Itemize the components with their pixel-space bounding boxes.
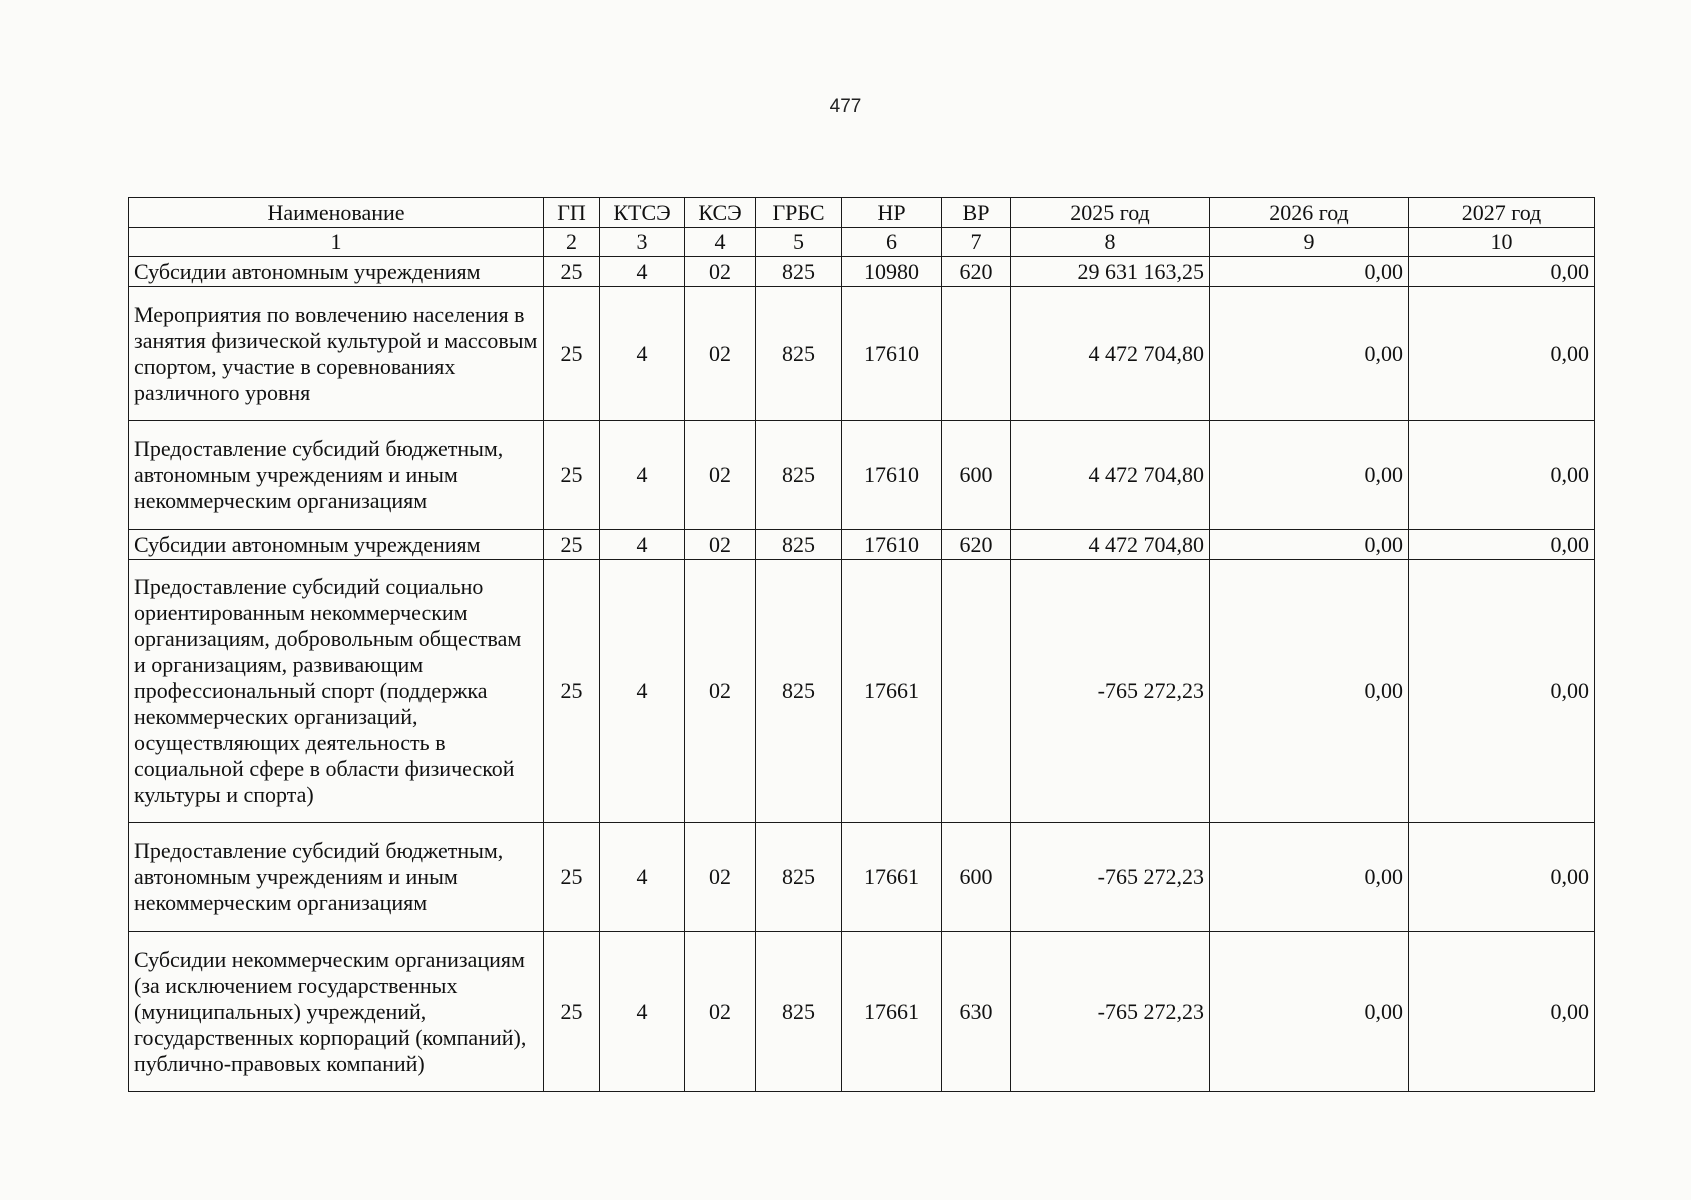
- kse-code: 02: [685, 932, 756, 1092]
- ktse-code: 4: [600, 530, 685, 560]
- kse-code: 02: [685, 421, 756, 530]
- vr-code: [942, 287, 1011, 421]
- amount-2027: 0,00: [1409, 530, 1595, 560]
- amount-2027: 0,00: [1409, 823, 1595, 932]
- amount-2026: 0,00: [1210, 287, 1409, 421]
- vr-code: 620: [942, 530, 1011, 560]
- amount-2027: 0,00: [1409, 287, 1595, 421]
- header-name: Наименование: [129, 198, 544, 228]
- gp-code: 25: [544, 421, 600, 530]
- ktse-code: 4: [600, 287, 685, 421]
- grbs-code: 825: [756, 932, 842, 1092]
- table-row: [129, 932, 1595, 1092]
- table-row: [129, 421, 1595, 530]
- column-number: 8: [1011, 228, 1210, 257]
- table-row: [129, 530, 1595, 560]
- amount-2027: 0,00: [1409, 257, 1595, 287]
- column-number: 10: [1409, 228, 1595, 257]
- column-number: 5: [756, 228, 842, 257]
- column-number: 4: [685, 228, 756, 257]
- header-2026: 2026 год: [1210, 198, 1409, 228]
- amount-2025: 29 631 163,25: [1011, 257, 1210, 287]
- row-name: Субсидии автономным учреждениям: [129, 530, 544, 560]
- vr-code: 620: [942, 257, 1011, 287]
- nr-code: 17661: [842, 932, 942, 1092]
- table-row: [129, 823, 1595, 932]
- page-number: 477: [829, 96, 862, 117]
- amount-2025: 4 472 704,80: [1011, 421, 1210, 530]
- row-name: Субсидии некоммерческим организациям (за исключением государственных (муниципальных) учреждений, государственных корпораций (компаний), публично-правовых компаний): [129, 932, 544, 1092]
- header-row: [129, 198, 1595, 228]
- table-row: [129, 560, 1595, 823]
- gp-code: 25: [544, 823, 600, 932]
- row-name: Субсидии автономным учреждениям: [129, 257, 544, 287]
- header-2027: 2027 год: [1409, 198, 1595, 228]
- row-name: Предоставление субсидий социально ориентированным некоммерческим организациям, добровольным обществам и организациям, развивающим профессиональный спорт (поддержка некоммерческих организаций, осуществляющих деятельность в социальной сфере в области физической культуры и спорта): [129, 560, 544, 823]
- table-row: [129, 257, 1595, 287]
- kse-code: 02: [685, 823, 756, 932]
- amount-2025: -765 272,23: [1011, 823, 1210, 932]
- nr-code: 17610: [842, 530, 942, 560]
- header-gp: ГП: [544, 198, 600, 228]
- kse-code: 02: [685, 257, 756, 287]
- amount-2025: 4 472 704,80: [1011, 530, 1210, 560]
- column-number: 6: [842, 228, 942, 257]
- table-row: [129, 287, 1595, 421]
- kse-code: 02: [685, 287, 756, 421]
- gp-code: 25: [544, 560, 600, 823]
- row-name: Мероприятия по вовлечению населения в занятия физической культурой и массовым спортом, участие в соревнованиях различного уровня: [129, 287, 544, 421]
- column-number-row: [129, 228, 1595, 257]
- amount-2025: -765 272,23: [1011, 932, 1210, 1092]
- amount-2026: 0,00: [1210, 932, 1409, 1092]
- amount-2025: 4 472 704,80: [1011, 287, 1210, 421]
- amount-2027: 0,00: [1409, 421, 1595, 530]
- vr-code: [942, 560, 1011, 823]
- amount-2027: 0,00: [1409, 560, 1595, 823]
- gp-code: 25: [544, 287, 600, 421]
- nr-code: 17661: [842, 560, 942, 823]
- grbs-code: 825: [756, 560, 842, 823]
- amount-2025: -765 272,23: [1011, 560, 1210, 823]
- header-vr: ВР: [942, 198, 1011, 228]
- row-name: Предоставление субсидий бюджетным, автономным учреждениям и иным некоммерческим организациям: [129, 823, 544, 932]
- ktse-code: 4: [600, 560, 685, 823]
- gp-code: 25: [544, 932, 600, 1092]
- header-2025: 2025 год: [1011, 198, 1210, 228]
- gp-code: 25: [544, 530, 600, 560]
- grbs-code: 825: [756, 421, 842, 530]
- gp-code: 25: [544, 257, 600, 287]
- amount-2026: 0,00: [1210, 421, 1409, 530]
- vr-code: 600: [942, 823, 1011, 932]
- vr-code: 600: [942, 421, 1011, 530]
- column-number: 1: [129, 228, 544, 257]
- row-name: Предоставление субсидий бюджетным, автономным учреждениям и иным некоммерческим организациям: [129, 421, 544, 530]
- header-kse: КСЭ: [685, 198, 756, 228]
- grbs-code: 825: [756, 257, 842, 287]
- amount-2026: 0,00: [1210, 530, 1409, 560]
- grbs-code: 825: [756, 530, 842, 560]
- nr-code: 17610: [842, 287, 942, 421]
- amount-2027: 0,00: [1409, 932, 1595, 1092]
- nr-code: 17610: [842, 421, 942, 530]
- header-grbs: ГРБС: [756, 198, 842, 228]
- header-ktse: КТСЭ: [600, 198, 685, 228]
- column-number: 2: [544, 228, 600, 257]
- ktse-code: 4: [600, 257, 685, 287]
- kse-code: 02: [685, 560, 756, 823]
- column-number: 9: [1210, 228, 1409, 257]
- column-number: 7: [942, 228, 1011, 257]
- nr-code: 17661: [842, 823, 942, 932]
- amount-2026: 0,00: [1210, 257, 1409, 287]
- amount-2026: 0,00: [1210, 560, 1409, 823]
- column-number: 3: [600, 228, 685, 257]
- ktse-code: 4: [600, 932, 685, 1092]
- grbs-code: 825: [756, 823, 842, 932]
- ktse-code: 4: [600, 823, 685, 932]
- nr-code: 10980: [842, 257, 942, 287]
- header-nr: НР: [842, 198, 942, 228]
- budget-table: [128, 197, 1595, 1092]
- grbs-code: 825: [756, 287, 842, 421]
- kse-code: 02: [685, 530, 756, 560]
- amount-2026: 0,00: [1210, 823, 1409, 932]
- vr-code: 630: [942, 932, 1011, 1092]
- ktse-code: 4: [600, 421, 685, 530]
